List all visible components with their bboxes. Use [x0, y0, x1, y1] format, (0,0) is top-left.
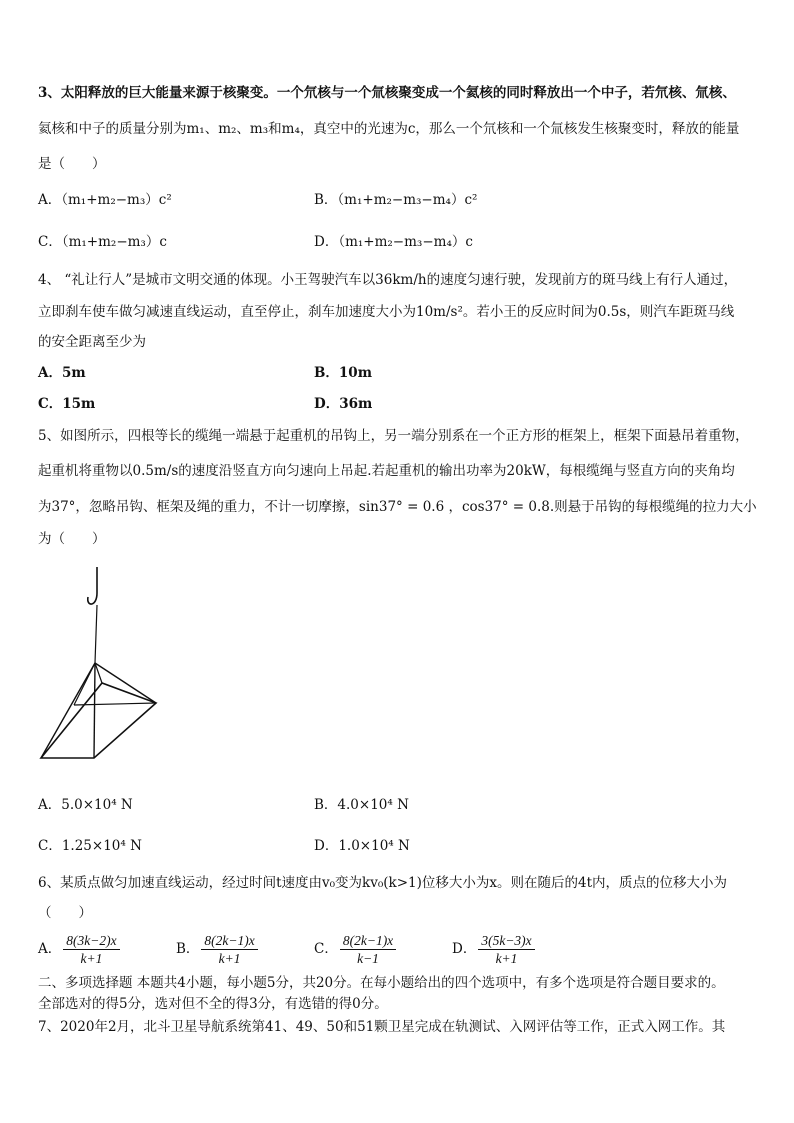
q6-option-d-numerator: 3(5k−3)x: [478, 932, 534, 950]
section2-instructions-line-2: 全部选对的得5分，选对但不全的得3分，有选错的得0分。: [38, 996, 388, 1012]
q3-option-b[interactable]: B．（m₁+m₂−m₃−m₄）c²: [314, 192, 478, 208]
q4-option-b[interactable]: B．10m: [314, 365, 372, 381]
q5-option-a[interactable]: A．5.0×10⁴ N: [38, 797, 133, 813]
q3-option-a[interactable]: A．（m₁+m₂−m₃）c²: [38, 192, 172, 208]
q6-option-a-label: A．: [38, 941, 62, 957]
q6-option-d-label: D．: [452, 941, 477, 957]
crane-frame-diagram: [36, 565, 166, 765]
q6-option-b-label: B．: [176, 941, 200, 957]
q6-option-d-fraction: [478, 932, 534, 967]
q3-line-1: 3、太阳释放的巨大能量来源于核聚变。一个氘核与一个氚核聚变成一个氦核的同时释放出一个中子，若氘核、氚核、: [38, 85, 736, 101]
q4-option-c[interactable]: C．15m: [38, 396, 96, 412]
q6-option-c[interactable]: [314, 932, 398, 967]
q6-option-c-numerator: 8(2k−1)x: [340, 932, 396, 950]
q6-option-d-denominator: k+1: [495, 951, 518, 966]
q3-option-c[interactable]: C．（m₁+m₂−m₃）c: [38, 234, 167, 250]
q4-line-2: 立即刹车使车做匀减速直线运动，直至停止，刹车加速度大小为10m/s²。若小王的反应时间为0.5s，则汽车距斑马线: [38, 304, 735, 320]
q4-option-a[interactable]: A．5m: [38, 365, 86, 381]
q6-option-c-label: C．: [314, 941, 338, 957]
q4-option-d[interactable]: D．36m: [314, 396, 373, 412]
q6-option-b-denominator: k+1: [218, 951, 241, 966]
q6-option-a[interactable]: [38, 932, 122, 967]
q5-option-d[interactable]: D．1.0×10⁴ N: [314, 838, 410, 854]
q6-option-a-numerator: 8(3k−2)x: [63, 932, 119, 950]
q6-option-c-denominator: k−1: [357, 951, 379, 966]
q7-line-1: 7、2020年2月，北斗卫星导航系统第41、49、50和51颗卫星完成在轨测试、入网评估等工作，正式入网工作。其: [38, 1019, 726, 1035]
q6-option-b-numerator: 8(2k−1)x: [201, 932, 257, 950]
q6-option-d[interactable]: [452, 932, 537, 967]
q6-option-a-fraction: [63, 932, 119, 967]
section2-instructions-line-1: 二、多项选择题 本题共4小题，每小题5分，共20分。在每小题给出的四个选项中，有多个选项是符合题目要求的。: [38, 975, 725, 991]
q6-option-a-denominator: k+1: [80, 951, 103, 966]
q6-option-c-fraction: [340, 932, 396, 967]
q5-line-3: 为37°，忽略吊钩、框架及绳的重力，不计一切摩擦，sin37° = 0.6 ，cos37° = 0.8.则悬于吊钩的每根缆绳的拉力大小: [38, 499, 757, 515]
q5-option-c[interactable]: C．1.25×10⁴ N: [38, 838, 142, 854]
q6-option-b[interactable]: [176, 932, 260, 967]
q6-line-1: 6、某质点做匀加速直线运动，经过时间t速度由v₀变为kv₀(k>1)位移大小为x。则在随后的4t内，质点的位移大小为: [38, 875, 728, 891]
q4-line-3: 的安全距离至少为: [38, 334, 146, 350]
q6-option-b-fraction: [201, 932, 257, 967]
q3-option-d[interactable]: D．（m₁+m₂−m₃−m₄）c: [314, 234, 473, 250]
q5-option-b[interactable]: B．4.0×10⁴ N: [314, 797, 409, 813]
q6-line-2: （ ）: [38, 905, 92, 921]
q5-line-1: 5、如图所示，四根等长的缆绳一端悬于起重机的吊钩上，另一端分别系在一个正方形的框架上，框架下面悬吊着重物，: [38, 428, 749, 444]
q3-line-2: 氦核和中子的质量分别为m₁、m₂、m₃和m₄，真空中的光速为c，那么一个氘核和一个氚核发生核聚变时，释放的能量: [38, 121, 740, 137]
q5-line-4: 为（ ）: [38, 531, 106, 547]
q3-line-3: 是（ ）: [38, 156, 106, 172]
q5-line-2: 起重机将重物以0.5m/s的速度沿竖直方向匀速向上吊起.若起重机的输出功率为20kW，每根缆绳与竖直方向的夹角均: [38, 463, 735, 479]
q4-line-1: 4、 “礼让行人”是城市文明交通的体现。小王驾驶汽车以36km/h的速度匀速行驶，发现前方的斑马线上有行人通过，: [38, 272, 738, 288]
